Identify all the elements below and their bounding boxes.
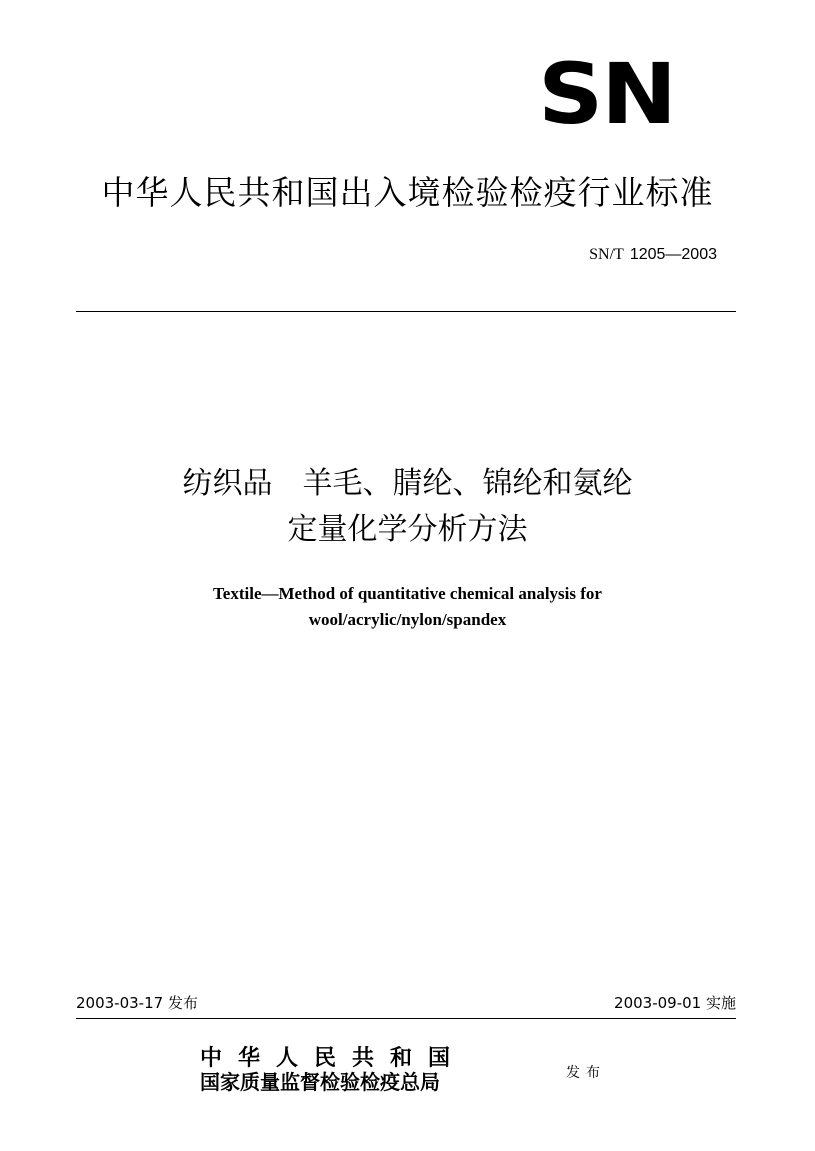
issuer-line1: 中华人民共和国	[200, 1045, 467, 1071]
title-en-line1: Textile—Method of quantitative chemical analysis for	[213, 584, 602, 603]
issuer-block	[200, 1046, 550, 1094]
standard-code: 1205—2003	[629, 246, 717, 263]
title-en-line2: wool/acrylic/nylon/spandex	[308, 610, 507, 629]
title-cn-line2: 定量化学分析方法	[287, 512, 528, 547]
title-cn-line1: 纺织品 羊毛、腈纶、锦纶和氨纶	[182, 466, 633, 501]
issue-date: 2003-03-17 发布	[76, 994, 198, 1012]
top-divider	[76, 311, 736, 312]
implementation-date: 2003-09-01 实施	[614, 994, 736, 1012]
organization-title: 中华人民共和国出入境检验检疫行业标准	[101, 173, 714, 212]
issuer-line2: 国家质量监督检验检疫总局	[200, 1070, 440, 1094]
sn-logo: SN	[538, 45, 675, 143]
issued-label: 发布	[566, 1065, 606, 1081]
standard-number	[589, 244, 717, 266]
standard-prefix: SN/T	[589, 246, 624, 263]
bottom-divider	[76, 1018, 736, 1019]
